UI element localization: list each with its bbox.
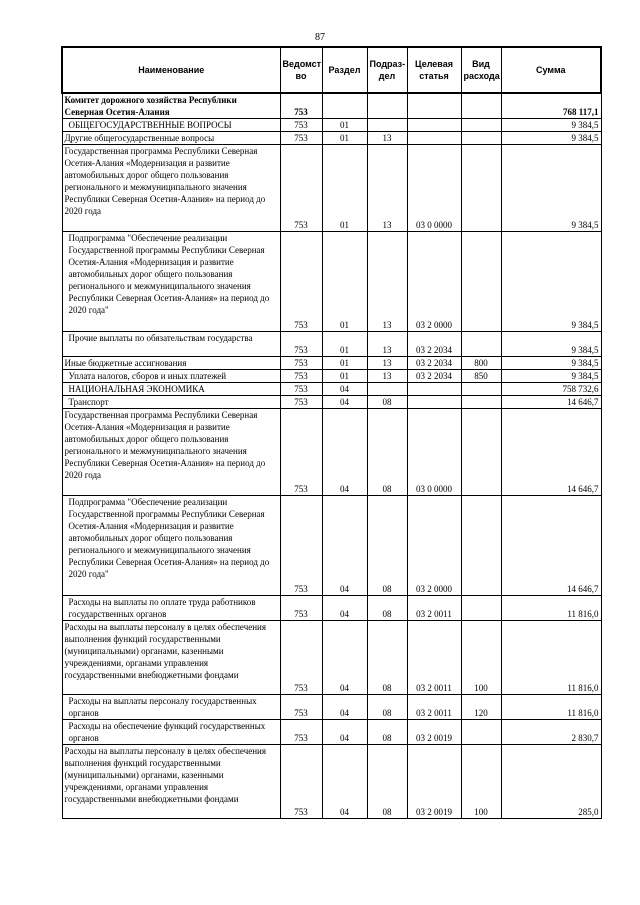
row-expense-type: 100 — [461, 745, 501, 819]
table-row — [62, 119, 601, 132]
header-sum: Сумма — [501, 47, 601, 93]
row-name: Комитет дорожного хозяйства Республики Северная Осетия-Алания — [62, 93, 280, 119]
table-row — [62, 357, 601, 370]
table-row — [62, 745, 601, 819]
row-subsection: 08 — [367, 409, 407, 496]
row-expense-type: 120 — [461, 695, 501, 720]
row-target: 03 2 0019 — [407, 720, 461, 745]
row-expense-type — [461, 409, 501, 496]
row-target: 03 2 0011 — [407, 621, 461, 695]
table-row — [62, 232, 601, 332]
row-sum: 9 384,5 — [501, 119, 601, 132]
row-sum: 9 384,5 — [501, 332, 601, 357]
row-section: 04 — [322, 695, 367, 720]
row-subsection: 08 — [367, 496, 407, 596]
row-subsection: 08 — [367, 695, 407, 720]
row-dept: 753 — [280, 745, 322, 819]
row-section: 01 — [322, 232, 367, 332]
row-dept: 753 — [280, 396, 322, 409]
row-sum: 11 816,0 — [501, 596, 601, 621]
row-target: 03 2 2034 — [407, 357, 461, 370]
row-sum: 14 646,7 — [501, 496, 601, 596]
row-target: 03 0 0000 — [407, 145, 461, 232]
row-name: Государственная программа Республики Северная Осетия-Алания «Модернизация и развитие автомобильных дорог общего пользования регионального и межмуниципального значения Республики Северная Осетия-Алания» на период до 2020 года — [62, 409, 280, 496]
row-subsection: 13 — [367, 370, 407, 383]
row-dept: 753 — [280, 496, 322, 596]
row-expense-type: 850 — [461, 370, 501, 383]
row-dept: 753 — [280, 232, 322, 332]
row-expense-type — [461, 396, 501, 409]
table-row — [62, 596, 601, 621]
row-section: 04 — [322, 745, 367, 819]
header-section: Раздел — [322, 47, 367, 93]
row-subsection: 08 — [367, 745, 407, 819]
row-subsection: 08 — [367, 720, 407, 745]
table-row — [62, 145, 601, 232]
row-dept: 753 — [280, 695, 322, 720]
row-target: 03 2 0000 — [407, 232, 461, 332]
row-subsection: 13 — [367, 232, 407, 332]
header-subsection: Подраз- дел — [367, 47, 407, 93]
row-section: 01 — [322, 145, 367, 232]
row-expense-type — [461, 720, 501, 745]
row-target: 03 2 0000 — [407, 496, 461, 596]
row-name: Расходы на выплаты по оплате труда работников государственных органов — [62, 596, 280, 621]
row-expense-type: 800 — [461, 357, 501, 370]
row-name: НАЦИОНАЛЬНАЯ ЭКОНОМИКА — [62, 383, 280, 396]
table-row — [62, 695, 601, 720]
row-section: 04 — [322, 621, 367, 695]
table-header-row — [62, 47, 601, 93]
row-dept: 753 — [280, 596, 322, 621]
row-subsection: 08 — [367, 596, 407, 621]
row-dept: 753 — [280, 409, 322, 496]
row-name: Расходы на обеспечение функций государственных органов — [62, 720, 280, 745]
row-section: 04 — [322, 496, 367, 596]
row-subsection — [367, 383, 407, 396]
row-sum: 11 816,0 — [501, 621, 601, 695]
row-expense-type — [461, 232, 501, 332]
row-subsection: 08 — [367, 621, 407, 695]
table-row — [62, 132, 601, 145]
row-sum: 14 646,7 — [501, 409, 601, 496]
table-row — [62, 370, 601, 383]
row-name: Расходы на выплаты персоналу в целях обеспечения выполнения функций государственными (муниципальными) органами, казенными учреждениями, органами управления государственными внебюджетными фондами — [62, 621, 280, 695]
row-dept: 753 — [280, 132, 322, 145]
row-expense-type — [461, 119, 501, 132]
row-target: 03 2 0011 — [407, 596, 461, 621]
table-row — [62, 621, 601, 695]
row-subsection — [367, 119, 407, 132]
row-expense-type — [461, 496, 501, 596]
row-dept: 753 — [280, 621, 322, 695]
row-sum: 11 816,0 — [501, 695, 601, 720]
row-section — [322, 93, 367, 119]
row-subsection — [367, 93, 407, 119]
header-name: Наименование — [62, 47, 280, 93]
row-sum: 14 646,7 — [501, 396, 601, 409]
row-expense-type — [461, 145, 501, 232]
table-row — [62, 383, 601, 396]
row-dept: 753 — [280, 145, 322, 232]
table-row — [62, 720, 601, 745]
row-name: Расходы на выплаты персоналу государственных органов — [62, 695, 280, 720]
table-row — [62, 496, 601, 596]
table-row — [62, 409, 601, 496]
row-section: 04 — [322, 720, 367, 745]
header-target: Целевая статья — [407, 47, 461, 93]
row-name: Транспорт — [62, 396, 280, 409]
row-expense-type: 100 — [461, 621, 501, 695]
row-target — [407, 132, 461, 145]
row-subsection: 13 — [367, 357, 407, 370]
row-target — [407, 383, 461, 396]
row-expense-type — [461, 332, 501, 357]
row-name: Подпрограмма "Обеспечение реализации Государственной программы Республики Северная Осетия-Алания «Модернизация и развитие автомобильных дорог общего пользования регионального и межмуниципального значения Республики Северная Осетия-Алания» на период до 2020 года" — [62, 232, 280, 332]
row-sum: 768 117,1 — [501, 93, 601, 119]
row-dept: 753 — [280, 357, 322, 370]
row-expense-type — [461, 383, 501, 396]
row-section: 04 — [322, 596, 367, 621]
row-sum: 9 384,5 — [501, 370, 601, 383]
row-dept: 753 — [280, 93, 322, 119]
row-expense-type — [461, 596, 501, 621]
table-row — [62, 93, 601, 119]
row-section: 01 — [322, 332, 367, 357]
row-dept: 753 — [280, 119, 322, 132]
row-sum: 2 830,7 — [501, 720, 601, 745]
row-expense-type — [461, 93, 501, 119]
row-sum: 9 384,5 — [501, 145, 601, 232]
row-subsection: 13 — [367, 332, 407, 357]
row-section: 04 — [322, 383, 367, 396]
row-subsection: 08 — [367, 396, 407, 409]
header-expense-type: Вид расхода — [461, 47, 501, 93]
row-target: 03 2 0011 — [407, 695, 461, 720]
row-section: 01 — [322, 357, 367, 370]
row-name: Подпрограмма "Обеспечение реализации Государственной программы Республики Северная Осетия-Алания «Модернизация и развитие автомобильных дорог общего пользования регионального и межмуниципального значения Республики Северная Осетия-Алания» на период до 2020 года" — [62, 496, 280, 596]
row-sum: 9 384,5 — [501, 232, 601, 332]
row-sum: 285,0 — [501, 745, 601, 819]
row-name: Расходы на выплаты персоналу в целях обеспечения выполнения функций государственными (муниципальными) органами, казенными учреждениями, органами управления государственными внебюджетными фондами — [62, 745, 280, 819]
row-section: 01 — [322, 132, 367, 145]
row-sum: 9 384,5 — [501, 132, 601, 145]
row-subsection: 13 — [367, 132, 407, 145]
row-dept: 753 — [280, 383, 322, 396]
table-row — [62, 332, 601, 357]
row-target — [407, 396, 461, 409]
row-target: 03 2 2034 — [407, 332, 461, 357]
row-section: 01 — [322, 370, 367, 383]
row-subsection: 13 — [367, 145, 407, 232]
row-dept: 753 — [280, 720, 322, 745]
page-number: 87 — [315, 32, 325, 43]
row-target — [407, 119, 461, 132]
row-target: 03 2 2034 — [407, 370, 461, 383]
row-dept: 753 — [280, 332, 322, 357]
header-dept: Ведомст во — [280, 47, 322, 93]
row-name: Уплата налогов, сборов и иных платежей — [62, 370, 280, 383]
row-name: Другие общегосударственные вопросы — [62, 132, 280, 145]
row-section: 04 — [322, 409, 367, 496]
row-target: 03 2 0019 — [407, 745, 461, 819]
table-row — [62, 396, 601, 409]
row-dept: 753 — [280, 370, 322, 383]
row-section: 01 — [322, 119, 367, 132]
row-name: Государственная программа Республики Северная Осетия-Алания «Модернизация и развитие автомобильных дорог общего пользования регионального и межмуниципального значения Республики Северная Осетия-Алания» на период до 2020 года — [62, 145, 280, 232]
row-name: Иные бюджетные ассигнования — [62, 357, 280, 370]
row-sum: 758 732,6 — [501, 383, 601, 396]
row-name: ОБЩЕГОСУДАРСТВЕННЫЕ ВОПРОСЫ — [62, 119, 280, 132]
row-sum: 9 384,5 — [501, 357, 601, 370]
budget-table — [61, 46, 602, 819]
row-target — [407, 93, 461, 119]
row-name: Прочие выплаты по обязательствам государства — [62, 332, 280, 357]
row-section: 04 — [322, 396, 367, 409]
row-expense-type — [461, 132, 501, 145]
row-target: 03 0 0000 — [407, 409, 461, 496]
